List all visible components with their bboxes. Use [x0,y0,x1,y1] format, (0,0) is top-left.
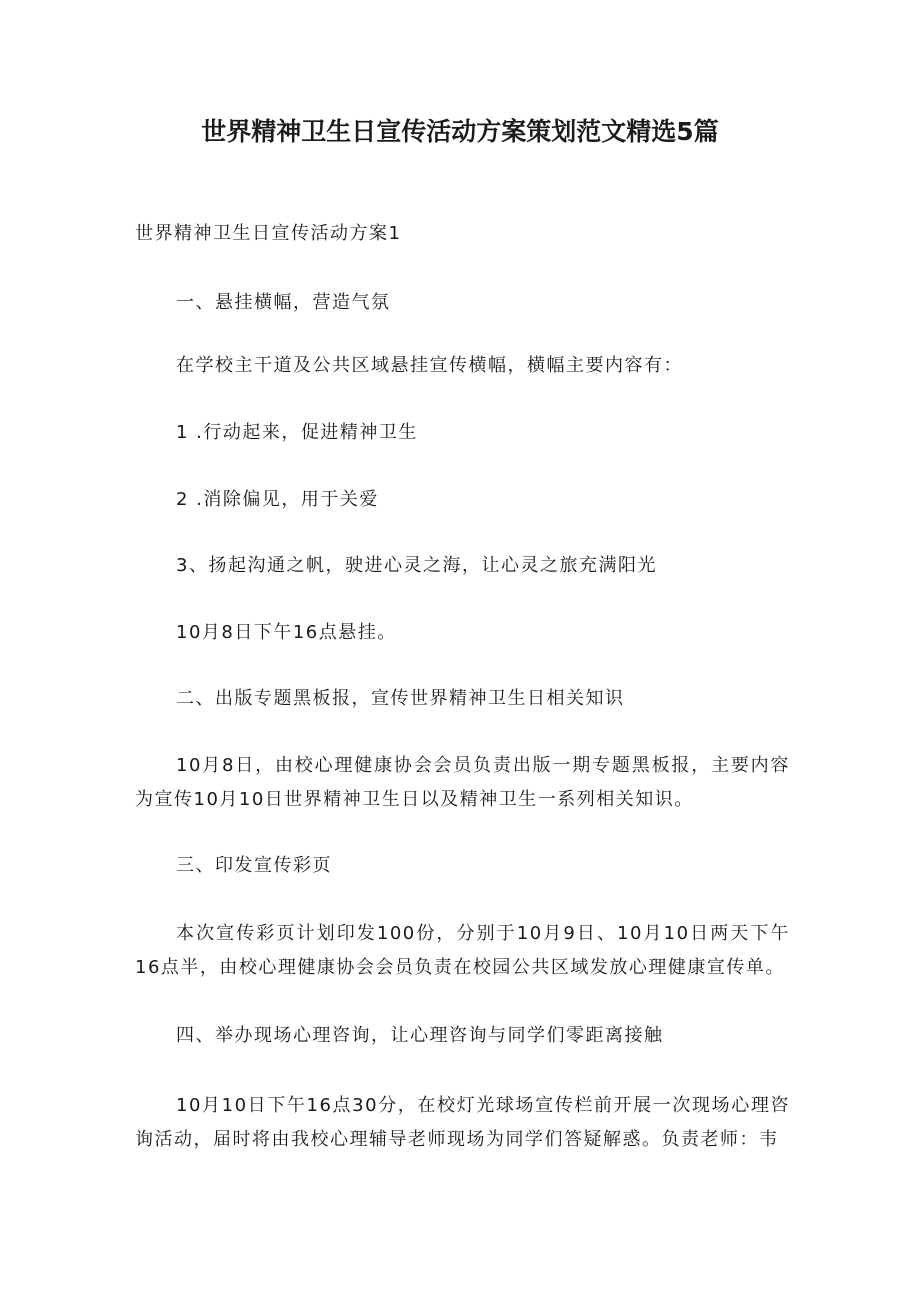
section-title: 世界精神卫生日宣传活动方案1 [135,223,402,244]
consult-paragraph: 10月10日下午16点30分，在校灯光球场宣传栏前开展一次现场心理咨询活动，届时将由我校心理辅导老师现场为同学们答疑解惑。负责老师：韦 [135,1095,790,1150]
banner-item-2: 2 .消除偏见，用于关爱 [176,489,379,510]
heading-leaflet: 三、印发宣传彩页 [176,855,332,876]
document-title: 世界精神卫生日宣传活动方案策划范文精选5篇 [201,117,719,146]
leaflet-paragraph: 本次宣传彩页计划印发100份，分别于10月9日、10月10日两天下午16点半，由校心理健康协会会员负责在校园公共区域发放心理健康宣传单。 [135,923,790,978]
heading-blackboard: 二、出版专题黑板报，宣传世界精神卫生日相关知识 [176,688,625,709]
banner-intro: 在学校主干道及公共区域悬挂宣传横幅，横幅主要内容有： [176,355,683,376]
banner-item-3: 3、扬起沟通之帆，驶进心灵之海，让心灵之旅充满阳光 [176,555,657,576]
blackboard-paragraph: 10月8日，由校心理健康协会会员负责出版一期专题黑板报，主要内容为宣传10月10日世界精神卫生日以及精神卫生一系列相关知识。 [135,755,790,810]
banner-time: 10月8日下午16点悬挂。 [176,622,397,643]
heading-banner: 一、悬挂横幅，营造气氛 [176,292,391,313]
heading-consult: 四、举办现场心理咨询，让心理咨询与同学们零距离接触 [176,1025,664,1046]
banner-item-1: 1 .行动起来，促进精神卫生 [176,422,418,443]
